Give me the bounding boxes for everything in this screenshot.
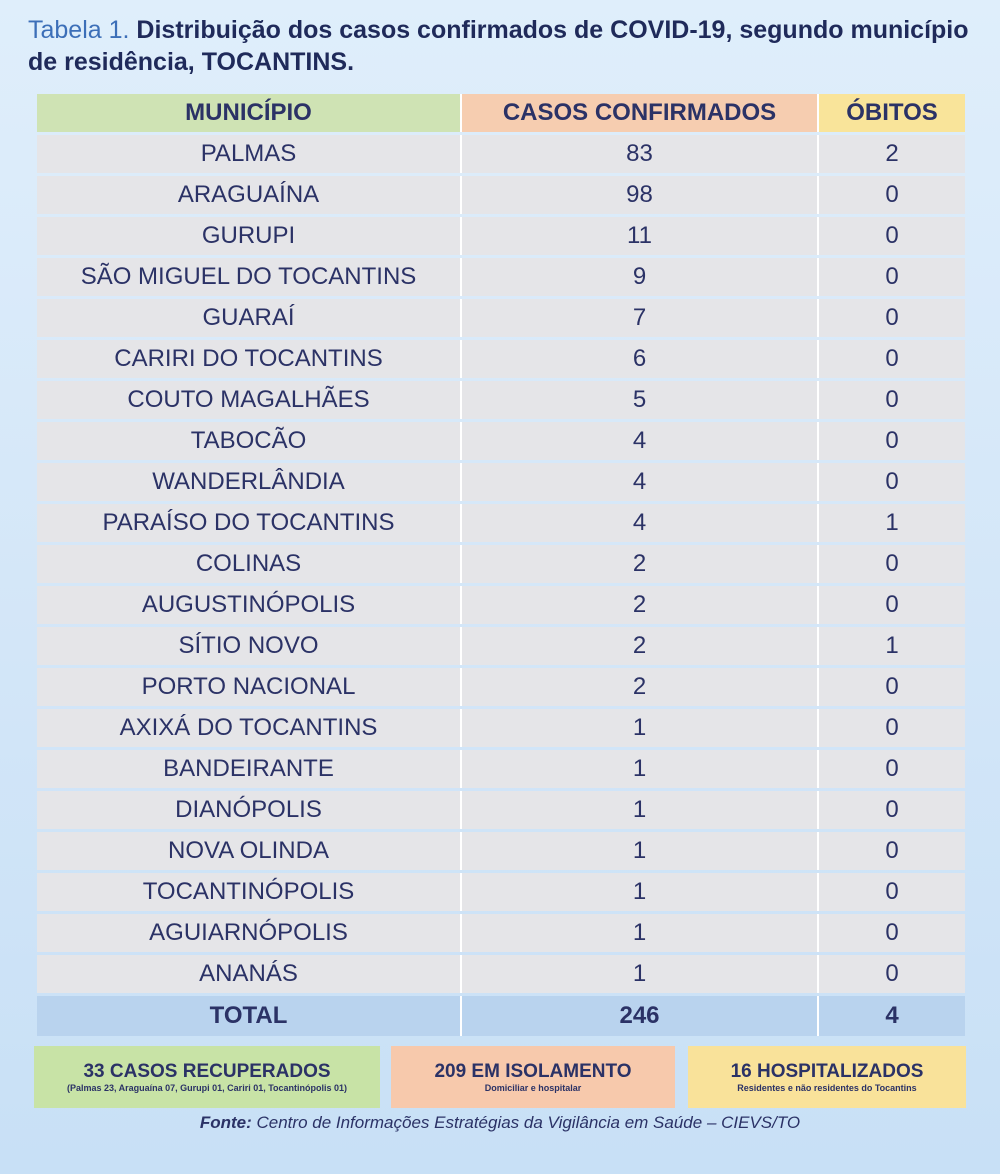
obitos-cell: 0 xyxy=(819,791,965,829)
cases-table xyxy=(37,94,965,1036)
isolation-title: 209 EM ISOLAMENTO xyxy=(434,1060,632,1082)
table-title xyxy=(28,14,978,78)
obitos-cell: 0 xyxy=(819,340,965,378)
municipio-cell: AUGUSTINÓPOLIS xyxy=(37,586,462,624)
casos-cell: 4 xyxy=(462,504,819,542)
title-prefix: Tabela 1. xyxy=(28,16,130,44)
casos-cell: 1 xyxy=(462,832,819,870)
casos-cell: 11 xyxy=(462,217,819,255)
obitos-cell: 0 xyxy=(819,873,965,911)
municipio-cell: SÍTIO NOVO xyxy=(37,627,462,665)
hospitalized-box xyxy=(688,1046,966,1108)
casos-cell: 5 xyxy=(462,381,819,419)
casos-cell: 1 xyxy=(462,955,819,993)
obitos-cell: 0 xyxy=(819,668,965,706)
casos-cell: 2 xyxy=(462,627,819,665)
recovered-note: (Palmas 23, Araguaína 07, Gurupi 01, Cariri 01, Tocantinópolis 01) xyxy=(66,1082,348,1093)
municipio-cell: AXIXÁ DO TOCANTINS xyxy=(37,709,462,747)
municipio-cell: PORTO NACIONAL xyxy=(37,668,462,706)
title-text: Distribuição dos casos confirmados de COVID-19, segundo município de residência, TOCANTINS. xyxy=(28,16,969,76)
source-text: Centro de Informações Estratégias da Vigilância em Saúde – CIEVS/TO xyxy=(256,1113,801,1132)
obitos-cell: 0 xyxy=(819,914,965,952)
total-obitos: 4 xyxy=(819,996,965,1036)
municipio-cell: ANANÁS xyxy=(37,955,462,993)
municipio-cell: GUARAÍ xyxy=(37,299,462,337)
municipio-cell: PALMAS xyxy=(37,135,462,173)
municipio-cell: COLINAS xyxy=(37,545,462,583)
recovered-box xyxy=(34,1046,380,1108)
obitos-cell: 1 xyxy=(819,627,965,665)
source-note xyxy=(0,1113,1000,1133)
municipio-cell: TOCANTINÓPOLIS xyxy=(37,873,462,911)
municipio-cell: COUTO MAGALHÃES xyxy=(37,381,462,419)
casos-cell: 4 xyxy=(462,463,819,501)
obitos-cell: 0 xyxy=(819,176,965,214)
obitos-cell: 0 xyxy=(819,586,965,624)
isolation-note: Domiciliar e hospitalar xyxy=(484,1082,582,1093)
isolation-box xyxy=(391,1046,675,1108)
obitos-cell: 0 xyxy=(819,463,965,501)
municipio-cell: BANDEIRANTE xyxy=(37,750,462,788)
summary-boxes xyxy=(0,1046,1000,1108)
obitos-cell: 2 xyxy=(819,135,965,173)
header-obitos: ÓBITOS xyxy=(819,94,965,132)
municipio-cell: ARAGUAÍNA xyxy=(37,176,462,214)
obitos-cell: 0 xyxy=(819,955,965,993)
casos-cell: 83 xyxy=(462,135,819,173)
municipio-cell: PARAÍSO DO TOCANTINS xyxy=(37,504,462,542)
obitos-cell: 0 xyxy=(819,422,965,460)
municipio-cell: AGUIARNÓPOLIS xyxy=(37,914,462,952)
obitos-cell: 0 xyxy=(819,709,965,747)
casos-cell: 4 xyxy=(462,422,819,460)
obitos-cell: 0 xyxy=(819,299,965,337)
total-label: TOTAL xyxy=(37,996,462,1036)
casos-cell: 6 xyxy=(462,340,819,378)
recovered-title: 33 CASOS RECUPERADOS xyxy=(83,1060,331,1082)
casos-cell: 1 xyxy=(462,709,819,747)
casos-cell: 1 xyxy=(462,750,819,788)
obitos-cell: 0 xyxy=(819,750,965,788)
obitos-cell: 0 xyxy=(819,217,965,255)
source-label: Fonte: xyxy=(199,1113,252,1132)
casos-cell: 2 xyxy=(462,586,819,624)
municipio-cell: CARIRI DO TOCANTINS xyxy=(37,340,462,378)
casos-cell: 1 xyxy=(462,791,819,829)
casos-cell: 1 xyxy=(462,914,819,952)
municipio-cell: SÃO MIGUEL DO TOCANTINS xyxy=(37,258,462,296)
casos-cell: 9 xyxy=(462,258,819,296)
obitos-cell: 0 xyxy=(819,258,965,296)
obitos-cell: 0 xyxy=(819,381,965,419)
hospitalized-note: Residentes e não residentes do Tocantins xyxy=(737,1082,917,1093)
obitos-cell: 1 xyxy=(819,504,965,542)
casos-cell: 1 xyxy=(462,873,819,911)
casos-cell: 7 xyxy=(462,299,819,337)
header-municipio: MUNICÍPIO xyxy=(37,94,462,132)
header-casos-confirmados: CASOS CONFIRMADOS xyxy=(462,94,819,132)
casos-cell: 98 xyxy=(462,176,819,214)
municipio-cell: NOVA OLINDA xyxy=(37,832,462,870)
municipio-cell: DIANÓPOLIS xyxy=(37,791,462,829)
municipio-cell: WANDERLÂNDIA xyxy=(37,463,462,501)
total-casos: 246 xyxy=(462,996,819,1036)
casos-cell: 2 xyxy=(462,545,819,583)
municipio-cell: TABOCÃO xyxy=(37,422,462,460)
casos-cell: 2 xyxy=(462,668,819,706)
obitos-cell: 0 xyxy=(819,545,965,583)
hospitalized-title: 16 HOSPITALIZADOS xyxy=(730,1060,924,1082)
obitos-cell: 0 xyxy=(819,832,965,870)
municipio-cell: GURUPI xyxy=(37,217,462,255)
